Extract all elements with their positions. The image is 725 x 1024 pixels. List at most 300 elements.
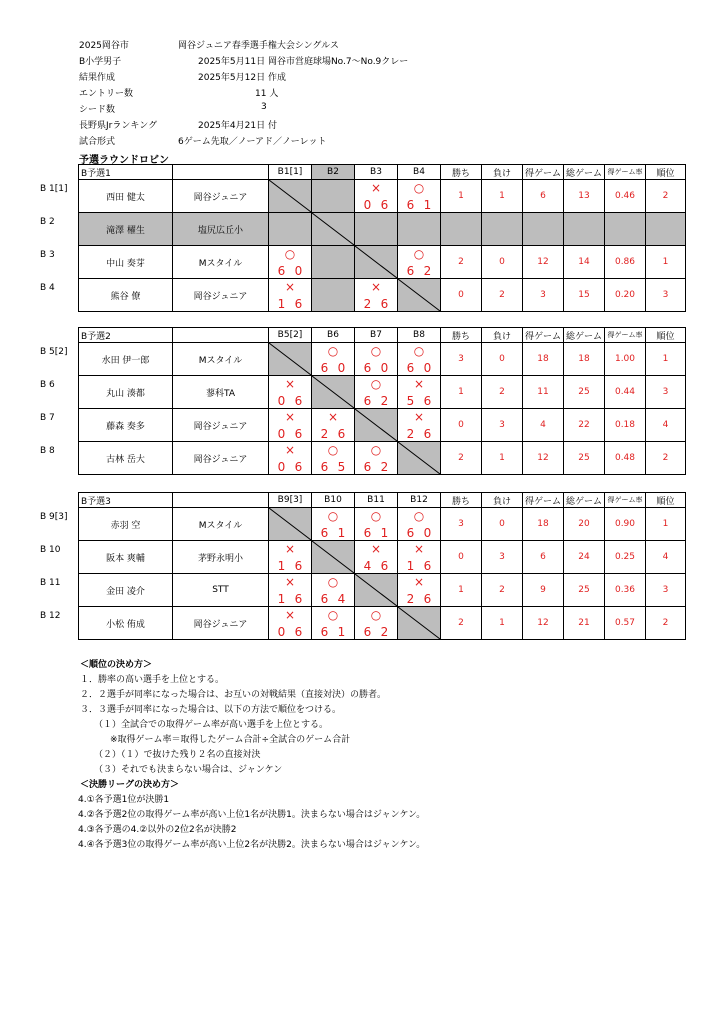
match-score: [312, 428, 354, 440]
rule-line: １．勝率の高い選手を上位とする。: [80, 675, 225, 685]
player-name: 西田 健太: [79, 180, 173, 213]
match-mark: ○: [327, 443, 339, 457]
match-score: [312, 362, 354, 374]
player-name: 水田 伊一郎: [79, 343, 173, 376]
stat-total-games: 22: [564, 409, 605, 442]
match-score: [355, 626, 397, 638]
header-label: シード数: [79, 105, 116, 115]
stat-games-won: 12: [523, 607, 564, 640]
score-opponent: 6: [294, 394, 303, 408]
match-mark: ×: [370, 181, 382, 195]
match-result-cell: [269, 442, 312, 475]
player-club: 蓼科TA: [173, 376, 269, 409]
match-mark: ○: [327, 509, 339, 523]
score-own: 1: [406, 559, 415, 573]
match-result-cell: [269, 279, 312, 312]
header-label: 結果作成: [79, 73, 116, 83]
match-result-cell: [398, 213, 441, 246]
stat-total-games: 25: [564, 574, 605, 607]
stat-game-rate: 0.57: [605, 607, 646, 640]
match-mark: ×: [370, 542, 382, 556]
stat-total-games: [564, 213, 605, 246]
match-mark: ×: [284, 542, 296, 556]
score-own: 6: [277, 264, 286, 278]
match-result-cell: [269, 213, 312, 246]
opponent-column-header: B1[1]: [269, 165, 312, 180]
score-own: 6: [406, 264, 415, 278]
stat-games-won: [523, 213, 564, 246]
match-result-cell: [355, 376, 398, 409]
score-own: 6: [320, 526, 329, 540]
stat-losses: 2: [482, 279, 523, 312]
opponent-column-header: B4: [398, 165, 441, 180]
match-mark: ○: [327, 575, 339, 589]
match-score: [398, 395, 440, 407]
score-own: 0: [277, 427, 286, 441]
player-seed: B 9[3]: [40, 512, 68, 522]
player-name: 丸山 湊都: [79, 376, 173, 409]
stat-column-header: 得ゲーム: [523, 493, 564, 508]
score-own: 2: [406, 592, 415, 606]
ranking-rules: [80, 658, 425, 853]
header-value: 2025年5月12日 作成: [198, 73, 286, 83]
match-result-cell: [355, 508, 398, 541]
score-own: 0: [277, 460, 286, 474]
opponent-column-header: B9[3]: [269, 493, 312, 508]
player-row: [79, 376, 686, 409]
score-opponent: 6: [423, 427, 432, 441]
score-own: 0: [277, 394, 286, 408]
match-result-cell: [398, 541, 441, 574]
match-result-cell: [398, 574, 441, 607]
stat-column-header: 得ゲーム: [523, 165, 564, 180]
player-seed: B 6: [40, 380, 55, 390]
match-mark: ×: [284, 608, 296, 622]
score-opponent: 6: [294, 297, 303, 311]
match-result-cell: [269, 574, 312, 607]
match-mark: ×: [284, 410, 296, 424]
stat-losses: 1: [482, 607, 523, 640]
stat-game-rate: 0.36: [605, 574, 646, 607]
stat-losses: 1: [482, 180, 523, 213]
match-result-cell: [398, 508, 441, 541]
score-opponent: 5: [337, 460, 346, 474]
player-row: [79, 607, 686, 640]
stat-wins: 0: [441, 279, 482, 312]
match-mark: ×: [413, 575, 425, 589]
header-value: 2025年5月11日 岡谷市営庭球場No.7〜No.9クレー: [198, 57, 409, 67]
stat-game-rate: 1.00: [605, 343, 646, 376]
score-opponent: 6: [337, 427, 346, 441]
header-blank: [173, 165, 269, 180]
header-value: 岡谷ジュニア春季選手権大会シングルス: [178, 41, 339, 51]
player-seed: B 4: [40, 283, 55, 293]
opponent-column-header: B7: [355, 328, 398, 343]
stat-column-header: 総ゲーム: [564, 165, 605, 180]
stat-rank: 4: [646, 541, 686, 574]
score-own: 1: [277, 559, 286, 573]
score-opponent: 0: [423, 526, 432, 540]
group-header-row: [79, 328, 686, 343]
header-label: エントリー数: [79, 89, 134, 99]
player-row: [79, 180, 686, 213]
score-own: 6: [320, 361, 329, 375]
stat-games-won: 12: [523, 246, 564, 279]
stat-rank: 2: [646, 180, 686, 213]
self-match-cell: [355, 246, 398, 279]
player-row: [79, 409, 686, 442]
stat-total-games: 18: [564, 343, 605, 376]
stat-column-header: 得ゲーム率: [605, 493, 646, 508]
player-club: Mスタイル: [173, 343, 269, 376]
match-result-cell: [355, 541, 398, 574]
stat-wins: 2: [441, 246, 482, 279]
match-mark: ○: [413, 509, 425, 523]
opponent-column-header: B12: [398, 493, 441, 508]
player-seed: B 8: [40, 446, 55, 456]
match-result-cell: [312, 607, 355, 640]
score-opponent: 0: [380, 361, 389, 375]
match-result-cell: [398, 246, 441, 279]
stat-wins: 1: [441, 574, 482, 607]
stat-total-games: 15: [564, 279, 605, 312]
match-result-cell: [312, 508, 355, 541]
stat-column-header: 負け: [482, 165, 523, 180]
player-club: Mスタイル: [173, 246, 269, 279]
header-value: 6ゲーム先取／ノーアド／ノーレット: [178, 137, 327, 147]
player-club: 岡谷ジュニア: [173, 442, 269, 475]
group-name: B予選1: [79, 165, 173, 180]
header-value: 11 人: [255, 89, 279, 99]
opponent-column-header: B3: [355, 165, 398, 180]
score-opponent: 0: [337, 361, 346, 375]
stat-games-won: 3: [523, 279, 564, 312]
match-result-cell: [398, 409, 441, 442]
rule-line: ３．３選手が同率になった場合は、以下の方法で順位をつける。: [80, 705, 342, 715]
player-name: 金田 凌介: [79, 574, 173, 607]
match-result-cell: [398, 180, 441, 213]
stat-games-won: 9: [523, 574, 564, 607]
stat-column-header: 総ゲーム: [564, 328, 605, 343]
player-row: [79, 574, 686, 607]
player-row: [79, 508, 686, 541]
opponent-column-header: B5[2]: [269, 328, 312, 343]
match-result-cell: [312, 180, 355, 213]
match-score: [398, 362, 440, 374]
stat-wins: 2: [441, 442, 482, 475]
match-result-cell: [355, 442, 398, 475]
rule-line: 4.④各予選3位の取得ゲーム率が高い上位2名が決勝2。決まらない場合はジャンケン。: [78, 840, 426, 850]
opponent-column-header: B11: [355, 493, 398, 508]
self-match-cell: [312, 541, 355, 574]
player-seed: B 11: [40, 578, 61, 588]
player-row: [79, 213, 686, 246]
header-blank: [173, 328, 269, 343]
match-score: [398, 199, 440, 211]
stat-losses: 0: [482, 246, 523, 279]
match-mark: ×: [413, 542, 425, 556]
stat-rank: 1: [646, 508, 686, 541]
match-score: [269, 626, 311, 638]
opponent-column-header: B2: [312, 165, 355, 180]
score-opponent: 6: [380, 559, 389, 573]
stat-wins: 1: [441, 376, 482, 409]
stat-column-header: 勝ち: [441, 165, 482, 180]
match-mark: ×: [284, 377, 296, 391]
match-score: [355, 560, 397, 572]
score-opponent: 1: [380, 526, 389, 540]
stat-total-games: 21: [564, 607, 605, 640]
stat-game-rate: 0.25: [605, 541, 646, 574]
rule-line: ２．２選手が同率になった場合は、お互いの対戦結果（直接対決）の勝者。: [80, 690, 387, 700]
score-own: 1: [277, 297, 286, 311]
stat-games-won: 18: [523, 343, 564, 376]
stat-losses: 1: [482, 442, 523, 475]
rule-line: （２）（１）で抜けた残り２名の直接対決: [94, 750, 261, 760]
header-label: B小学男子: [79, 57, 122, 67]
player-club: 岡谷ジュニア: [173, 279, 269, 312]
stat-game-rate: 0.20: [605, 279, 646, 312]
player-name: 古林 岳大: [79, 442, 173, 475]
player-row: [79, 541, 686, 574]
rule-line: 4.②各予選2位の取得ゲーム率が高い上位1名が決勝1。決まらない場合はジャンケン。: [78, 810, 426, 820]
match-mark: ○: [370, 344, 382, 358]
score-opponent: 1: [337, 625, 346, 639]
stat-losses: 0: [482, 508, 523, 541]
stat-losses: [482, 213, 523, 246]
stat-rank: 2: [646, 442, 686, 475]
stat-games-won: 18: [523, 508, 564, 541]
score-opponent: 6: [294, 427, 303, 441]
score-opponent: 2: [423, 264, 432, 278]
player-name: 滝澤 櫂生: [79, 213, 173, 246]
match-score: [312, 527, 354, 539]
rule-line: 4.①各予選1位が決勝1: [78, 795, 170, 805]
match-score: [398, 560, 440, 572]
opponent-column-header: B8: [398, 328, 441, 343]
self-match-cell: [398, 442, 441, 475]
header-label: 長野県Jrランキング: [79, 121, 158, 131]
stat-game-rate: 0.48: [605, 442, 646, 475]
group-table-1: [78, 164, 686, 312]
stat-column-header: 勝ち: [441, 328, 482, 343]
stat-total-games: 14: [564, 246, 605, 279]
group-header-row: [79, 493, 686, 508]
match-score: [269, 593, 311, 605]
stat-game-rate: 0.90: [605, 508, 646, 541]
player-seed: B 7: [40, 413, 55, 423]
rule-line: 4.③各予選の4.②以外の2位2名が決勝2: [78, 825, 237, 835]
player-club: 岡谷ジュニア: [173, 409, 269, 442]
self-match-cell: [398, 607, 441, 640]
stat-game-rate: 0.86: [605, 246, 646, 279]
stat-total-games: 24: [564, 541, 605, 574]
score-opponent: 6: [380, 297, 389, 311]
score-opponent: 4: [337, 592, 346, 606]
score-opponent: 6: [294, 460, 303, 474]
stat-total-games: 13: [564, 180, 605, 213]
stat-losses: 0: [482, 343, 523, 376]
match-result-cell: [355, 343, 398, 376]
match-mark: ○: [370, 608, 382, 622]
score-own: 6: [363, 526, 372, 540]
score-own: 6: [363, 460, 372, 474]
match-mark: ×: [413, 377, 425, 391]
stat-column-header: 順位: [646, 165, 686, 180]
stat-total-games: 25: [564, 376, 605, 409]
score-own: 0: [363, 198, 372, 212]
score-opponent: 0: [423, 361, 432, 375]
self-match-cell: [312, 213, 355, 246]
match-score: [355, 461, 397, 473]
stat-wins: 0: [441, 409, 482, 442]
stat-total-games: 25: [564, 442, 605, 475]
stat-column-header: 勝ち: [441, 493, 482, 508]
player-club: Mスタイル: [173, 508, 269, 541]
match-mark: ○: [370, 377, 382, 391]
self-match-cell: [269, 343, 312, 376]
stat-rank: 3: [646, 279, 686, 312]
match-score: [269, 395, 311, 407]
score-opponent: 6: [423, 559, 432, 573]
match-score: [355, 395, 397, 407]
stat-game-rate: 0.46: [605, 180, 646, 213]
match-mark: ○: [370, 443, 382, 457]
score-opponent: 6: [423, 394, 432, 408]
header-value: 2025年4月21日 付: [198, 121, 277, 131]
player-row: [79, 246, 686, 279]
player-seed: B 3: [40, 250, 55, 260]
player-row: [79, 279, 686, 312]
score-own: 6: [406, 526, 415, 540]
match-mark: ○: [327, 344, 339, 358]
stat-total-games: 20: [564, 508, 605, 541]
stat-wins: [441, 213, 482, 246]
player-club: 塩尻広丘小: [173, 213, 269, 246]
match-mark: ×: [413, 410, 425, 424]
match-result-cell: [312, 409, 355, 442]
self-match-cell: [355, 574, 398, 607]
score-own: 0: [277, 625, 286, 639]
player-seed: B 10: [40, 545, 61, 555]
match-result-cell: [269, 246, 312, 279]
match-mark: ○: [370, 509, 382, 523]
stat-game-rate: 0.44: [605, 376, 646, 409]
stat-games-won: 4: [523, 409, 564, 442]
match-mark: ○: [284, 247, 296, 261]
stat-rank: [646, 213, 686, 246]
match-result-cell: [355, 213, 398, 246]
score-own: 6: [406, 361, 415, 375]
group-header-row: [79, 165, 686, 180]
stat-column-header: 得ゲーム: [523, 328, 564, 343]
self-match-cell: [269, 180, 312, 213]
match-mark: ×: [284, 443, 296, 457]
player-club: STT: [173, 574, 269, 607]
score-own: 6: [363, 625, 372, 639]
stat-games-won: 12: [523, 442, 564, 475]
stat-rank: 3: [646, 574, 686, 607]
match-score: [355, 199, 397, 211]
stat-column-header: 負け: [482, 493, 523, 508]
player-club: 岡谷ジュニア: [173, 607, 269, 640]
stat-column-header: 順位: [646, 328, 686, 343]
match-mark: ×: [284, 575, 296, 589]
player-club: 岡谷ジュニア: [173, 180, 269, 213]
rule-line: （３）それでも決まらない場合は、ジャンケン: [94, 765, 283, 775]
stat-rank: 1: [646, 343, 686, 376]
score-own: 6: [320, 592, 329, 606]
match-result-cell: [269, 541, 312, 574]
rule-line: ※取得ゲーム率＝取得したゲーム合計÷全試合のゲーム合計: [110, 735, 351, 745]
player-seed: B 1[1]: [40, 184, 68, 194]
match-score: [269, 298, 311, 310]
self-match-cell: [312, 376, 355, 409]
stat-wins: 0: [441, 541, 482, 574]
group-name: B予選3: [79, 493, 173, 508]
score-opponent: 2: [380, 625, 389, 639]
player-row: [79, 343, 686, 376]
score-opponent: 1: [337, 526, 346, 540]
group-name: B予選2: [79, 328, 173, 343]
stat-column-header: 負け: [482, 328, 523, 343]
match-mark: ×: [284, 280, 296, 294]
player-seed: B 2: [40, 217, 55, 227]
rule-line: ＜決勝リーグの決め方＞: [80, 780, 180, 790]
opponent-column-header: B6: [312, 328, 355, 343]
match-score: [355, 527, 397, 539]
match-result-cell: [312, 442, 355, 475]
match-score: [355, 362, 397, 374]
stat-losses: 3: [482, 409, 523, 442]
score-opponent: 2: [380, 394, 389, 408]
match-score: [312, 461, 354, 473]
stat-column-header: 順位: [646, 493, 686, 508]
match-mark: ×: [327, 410, 339, 424]
opponent-column-header: B10: [312, 493, 355, 508]
group-table-2: [78, 327, 686, 475]
match-result-cell: [355, 279, 398, 312]
score-own: 6: [406, 198, 415, 212]
score-own: 5: [406, 394, 415, 408]
match-result-cell: [269, 376, 312, 409]
match-result-cell: [312, 279, 355, 312]
stat-game-rate: [605, 213, 646, 246]
stat-rank: 1: [646, 246, 686, 279]
player-name: 阪本 爽輔: [79, 541, 173, 574]
match-score: [312, 626, 354, 638]
player-club: 茅野永明小: [173, 541, 269, 574]
match-score: [355, 298, 397, 310]
match-mark: ○: [413, 247, 425, 261]
match-mark: ○: [413, 181, 425, 195]
stat-games-won: 6: [523, 180, 564, 213]
stat-losses: 2: [482, 376, 523, 409]
score-opponent: 6: [294, 592, 303, 606]
player-name: 熊谷 僚: [79, 279, 173, 312]
player-name: 藤森 奏多: [79, 409, 173, 442]
player-row: [79, 442, 686, 475]
stat-wins: 3: [441, 343, 482, 376]
stat-rank: 2: [646, 607, 686, 640]
header-label: 2025岡谷市: [79, 41, 129, 51]
match-result-cell: [355, 180, 398, 213]
player-seed: B 12: [40, 611, 61, 621]
score-own: 6: [363, 394, 372, 408]
header-value: 3: [261, 102, 267, 112]
score-opponent: 0: [294, 264, 303, 278]
score-own: 6: [320, 460, 329, 474]
